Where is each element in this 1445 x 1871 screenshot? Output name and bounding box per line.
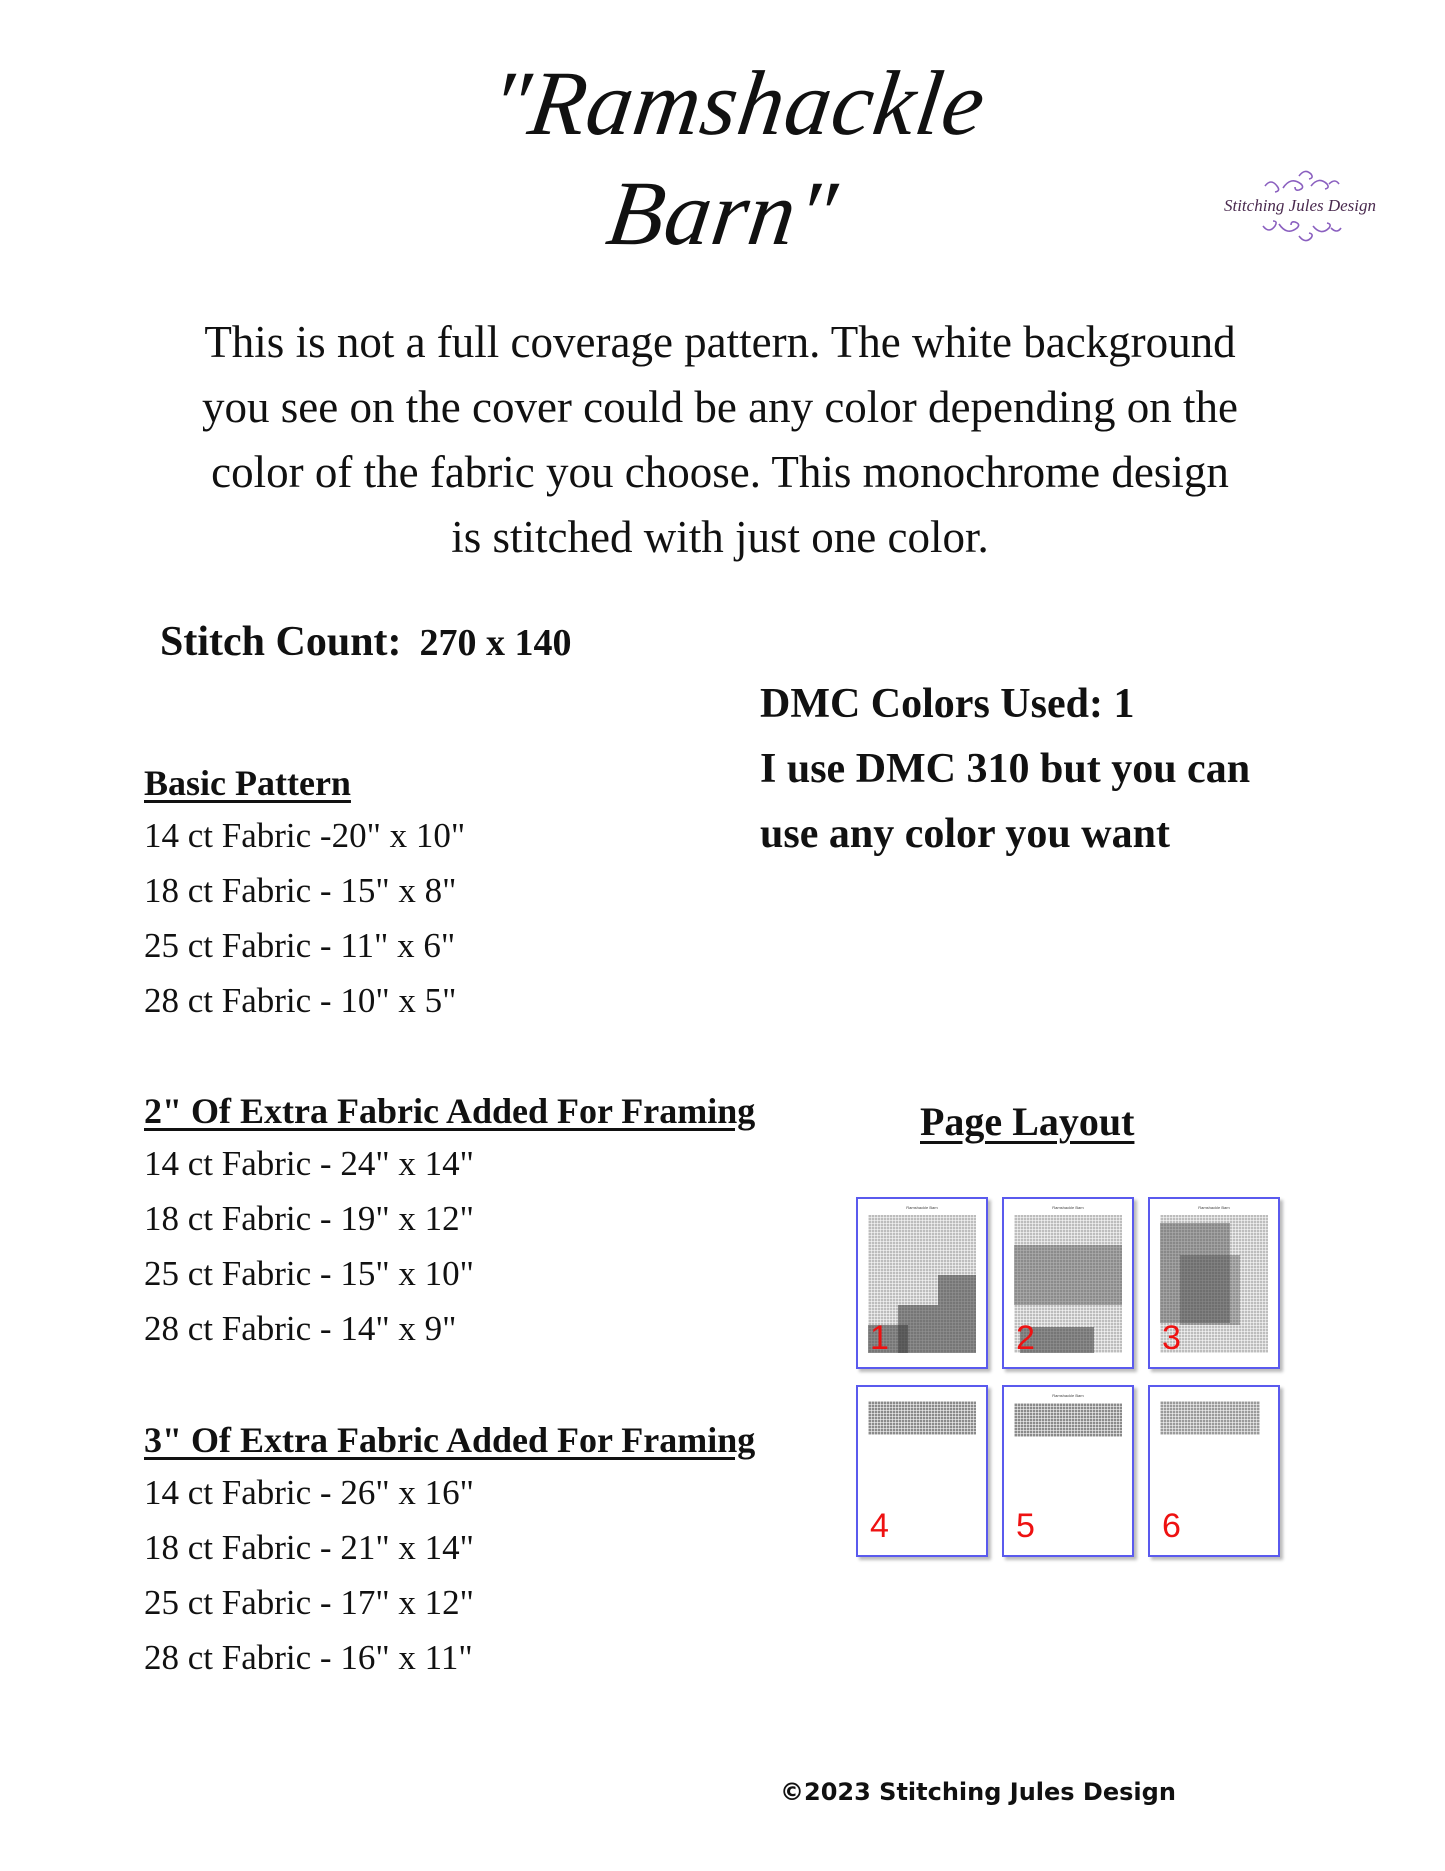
fabric-size-row: 28 ct Fabric - 10" x 5"	[144, 981, 457, 1020]
dmc-note: use any color you want	[760, 811, 1170, 857]
brand-logo	[1210, 168, 1390, 268]
logo-text: Stitching Jules Design	[1223, 196, 1377, 215]
section-basic-pattern	[144, 758, 465, 1028]
page-layout-heading: Page Layout	[920, 1099, 1135, 1144]
page-number: 5	[1016, 1507, 1035, 1545]
thumbnail-title: Ramshackle Barn	[1052, 1205, 1084, 1210]
fabric-size-row: 28 ct Fabric - 14" x 9"	[144, 1309, 457, 1348]
page-number: 1	[870, 1319, 889, 1357]
page-thumbnail-5	[1002, 1385, 1134, 1557]
page-number: 4	[870, 1507, 889, 1545]
fabric-size-row: 18 ct Fabric - 15" x 8"	[144, 871, 457, 910]
pattern-title: "Ramshackle Barn"	[483, 52, 993, 265]
fabric-size-row: 18 ct Fabric - 19" x 12"	[144, 1199, 474, 1238]
section-heading: 3" Of Extra Fabric Added For Framing	[144, 1420, 756, 1460]
intro-line: color of the fabric you choose. This monochrome design	[211, 447, 1229, 497]
flourish-top-icon	[1255, 168, 1345, 194]
fabric-size-row: 14 ct Fabric - 24" x 14"	[144, 1144, 474, 1183]
section-heading: Basic Pattern	[144, 763, 351, 803]
section-heading: 2" Of Extra Fabric Added For Framing	[144, 1091, 756, 1131]
intro-line: is stitched with just one color.	[451, 512, 989, 562]
page-thumbnail-4	[856, 1385, 988, 1557]
fabric-size-row: 14 ct Fabric -20" x 10"	[144, 816, 466, 855]
thumbnail-title: Ramshackle Barn	[1198, 1205, 1230, 1210]
dmc-colors-used: DMC Colors Used: 1	[760, 681, 1135, 727]
stitch-shading	[938, 1275, 976, 1305]
page-thumbnail-2	[1002, 1197, 1134, 1369]
page-number: 6	[1162, 1507, 1181, 1545]
stitch-count	[160, 618, 572, 666]
page-thumbnail-3	[1148, 1197, 1280, 1369]
fabric-size-row: 25 ct Fabric - 11" x 6"	[144, 926, 456, 965]
fabric-size-row: 28 ct Fabric - 16" x 11"	[144, 1638, 473, 1677]
stitch-count-value: 270 x 140	[419, 622, 572, 664]
page-number: 3	[1162, 1319, 1181, 1357]
dmc-info	[760, 672, 1250, 867]
dmc-note: I use DMC 310 but you can	[760, 746, 1251, 792]
intro-line: you see on the cover could be any color depending on the	[202, 382, 1238, 432]
stitch-shading	[1180, 1255, 1240, 1325]
thumbnail-title: Ramshackle Barn	[906, 1205, 938, 1210]
fabric-size-row: 25 ct Fabric - 17" x 12"	[144, 1583, 474, 1622]
flourish-bottom-icon	[1255, 218, 1345, 244]
intro-line: This is not a full coverage pattern. The white background	[204, 317, 1236, 367]
copyright-footer: ©2023 Stitching Jules Design	[780, 1778, 1176, 1806]
section-3in-extra	[144, 1415, 755, 1685]
page-thumbnail-6	[1148, 1385, 1280, 1557]
page-thumbnail-1	[856, 1197, 988, 1369]
fabric-size-row: 18 ct Fabric - 21" x 14"	[144, 1528, 474, 1567]
section-2in-extra	[144, 1086, 755, 1356]
page-number: 2	[1016, 1319, 1035, 1357]
stitch-shading	[1014, 1245, 1122, 1305]
stitch-shading	[898, 1305, 976, 1353]
fabric-size-row: 25 ct Fabric - 15" x 10"	[144, 1254, 474, 1293]
chart-grid	[1014, 1403, 1122, 1437]
fabric-size-row: 14 ct Fabric - 26" x 16"	[144, 1473, 474, 1512]
thumbnail-title: Ramshackle Barn	[1052, 1393, 1084, 1398]
chart-grid	[1160, 1401, 1260, 1435]
stitch-count-label: Stitch Count:	[160, 619, 402, 665]
intro-paragraph	[160, 310, 1280, 570]
chart-grid	[868, 1401, 976, 1435]
